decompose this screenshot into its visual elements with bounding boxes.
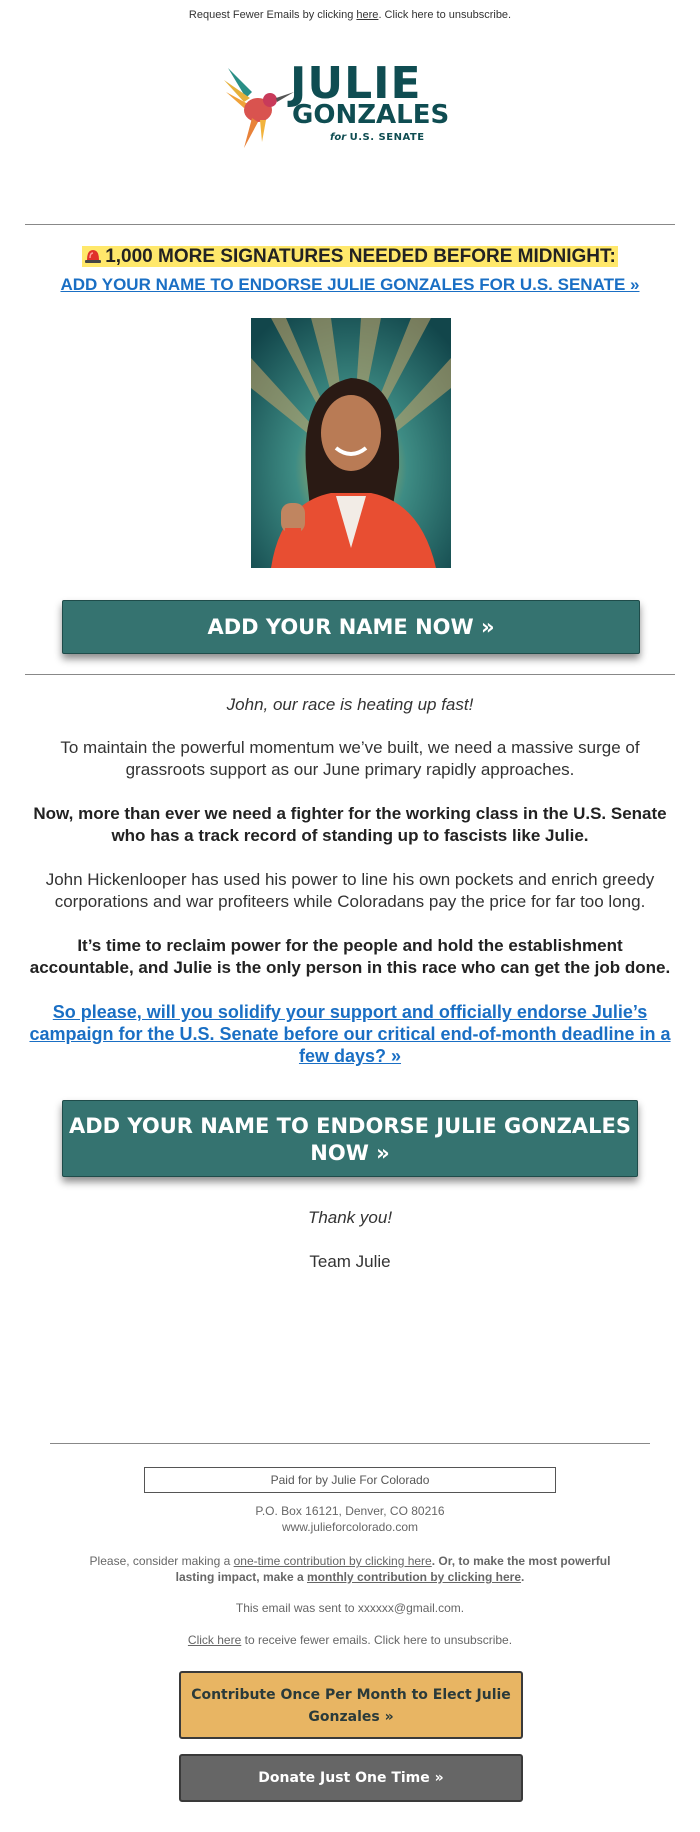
preheader-prefix: Request Fewer Emails by clicking: [188, 9, 357, 21]
headline-link-row: [0, 275, 700, 295]
logo-subtitle: [330, 132, 449, 143]
paragraph-fighter: Now, more than ever we need a fighter for the working class in the U.S. Senate who has a track record of standing up to fascists like Julie.: [33, 804, 667, 845]
signoff: Team Julie: [309, 1252, 391, 1271]
divider-footer: [50, 1443, 650, 1444]
paragraph-reclaim-power: It’s time to reclaim power for the people and hold the establishment accountable, and Julie is the only person in this race who can get the job done.: [29, 936, 671, 977]
paragraph-momentum: To maintain the powerful momentum we’ve built, we need a massive surge of grassroots support as our June primary rapidly approaches.: [60, 738, 640, 779]
fewer-emails-suffix: to receive fewer emails. Click here to unsubscribe.: [241, 1633, 513, 1647]
logo-wordmark: [290, 58, 450, 143]
divider-top: [25, 224, 675, 225]
monthly-contribution-link[interactable]: monthly contribution by clicking here: [307, 1570, 522, 1584]
divider-mid: [25, 674, 675, 675]
hummingbird-icon: [222, 62, 294, 157]
fewer-emails-footer-link[interactable]: Click here: [187, 1633, 242, 1647]
urgent-headline: [0, 246, 700, 268]
candidate-portrait-image: [251, 318, 451, 568]
contrib-middle: . Or, to make the most powerful lasting impact, make a: [175, 1554, 611, 1584]
mailing-address: P.O. Box 16121, Denver, CO 80216: [255, 1504, 445, 1518]
monthly-contribute-button[interactable]: Contribute Once Per Month to Elect Julie Gonzales »: [179, 1671, 523, 1739]
one-time-contribution-link[interactable]: one-time contribution by clicking here: [233, 1554, 432, 1568]
headline-text: 1,000 MORE SIGNATURES NEEDED BEFORE MIDNIGHT:: [105, 246, 616, 267]
endorse-link-body[interactable]: So please, will you solidify your support and officially endorse Julie’s campaign for the U.S. Senate before our critical end-of-month deadline in a few days? »: [29, 1002, 671, 1066]
contrib-suffix: .: [521, 1570, 525, 1584]
logo-for: for: [330, 132, 347, 143]
greeting: John, our race is heating up fast!: [226, 695, 474, 714]
preheader-suffix: . Click here to unsubscribe.: [378, 9, 512, 21]
endorse-link-top[interactable]: ADD YOUR NAME TO ENDORSE JULIE GONZALES FOR U.S. SENATE »: [60, 275, 640, 294]
paragraph-hickenlooper: John Hickenlooper has used his power to line his own pockets and enrich greedy corporations and war profiteers while Coloradans pay the price for far too long.: [45, 870, 655, 911]
website-text: www.julieforcolorado.com: [281, 1520, 419, 1534]
fewer-emails-notice: [60, 1632, 640, 1648]
preheader: [0, 9, 700, 21]
contribution-note: [70, 1553, 630, 1585]
campaign-logo: [222, 58, 462, 157]
logo-last-name: GONZALES: [292, 100, 450, 130]
paid-for-box: Paid for by Julie For Colorado: [144, 1467, 556, 1493]
headline-highlight: [82, 246, 618, 267]
endorse-button[interactable]: ADD YOUR NAME TO ENDORSE JULIE GONZALES NOW »: [62, 1100, 638, 1177]
add-name-button[interactable]: ADD YOUR NAME NOW »: [62, 600, 640, 654]
siren-icon: [84, 248, 102, 264]
sent-to-notice: This email was sent to xxxxxx@gmail.com.: [235, 1601, 465, 1615]
contrib-prefix: Please, consider making a: [89, 1554, 234, 1568]
candidate-photo[interactable]: [251, 318, 451, 568]
one-time-donate-button[interactable]: Donate Just One Time »: [179, 1754, 523, 1802]
fewer-emails-link[interactable]: here: [356, 9, 379, 21]
thank-you: Thank you!: [307, 1208, 393, 1227]
endorse-link-body-wrap: [28, 1001, 672, 1067]
logo-office: U.S. SENATE: [349, 132, 425, 143]
logo-first-name: JULIE: [290, 58, 422, 109]
